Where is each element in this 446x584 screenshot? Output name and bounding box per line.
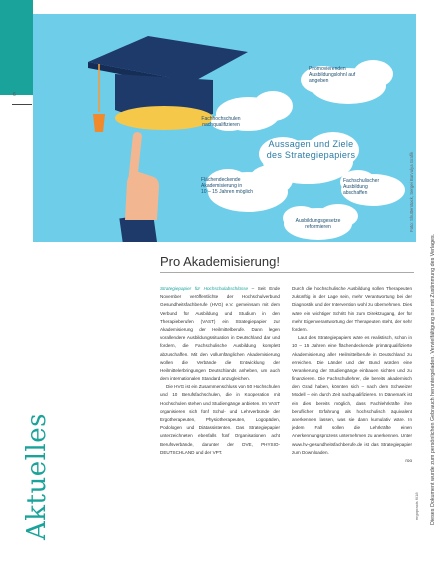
article-column-left <box>160 285 280 457</box>
bubble-line: Promovierenden <box>309 66 346 72</box>
hero-title <box>261 139 361 161</box>
article-column-right <box>292 285 412 465</box>
pointing-hand-icon <box>119 132 159 242</box>
author-initials: roo <box>405 457 412 463</box>
article-title: Pro Akademisierung! <box>160 254 280 269</box>
bubble-line: Ausbildungslohnl auf <box>309 72 356 78</box>
bubble-line: Fachhochschulen <box>201 116 241 122</box>
bubble-line: abschaffen <box>343 190 368 196</box>
bubble-line: 10 – 15 Jahren möglich <box>201 189 253 195</box>
bubble-line: Ausbildungsgesetze <box>295 218 341 224</box>
section-color-bar <box>0 0 33 95</box>
image-credit: Foto: Shutterstock, Sergei Barvulya Grafik <box>409 151 414 232</box>
signature <box>292 457 412 465</box>
page-number: 6 <box>13 92 16 98</box>
paragraph-text: Laut des Strategiepapiers wäre es realistisch, schon in 10 – 15 Jahren eine flächendeckende primärqualifizierte Akademisierung aller Heilmittelberufe in Deutschland zu erreichen. Die Länder und der Bund würden eine Verankerung der Studiengänge einbauen sichten und zu finanzieren. Die Fachschullehrer, die bereits akademisch den Grad haben, könnten sich – nach dem Schweizer Modell – ein durch Zeit nachqualifizieren. In Dänemark ist ein dies bereits möglich, dass Fachlehrkräfte ihre beruflicher Erfahrung als hochschulisch äquivalent anerkennen lassen, was sie dann kumulativ wäre. In jedem Fall sollen die Lehrkräfte einen Anerkennungsprozess unternehmen zu anerkennen. Unter www.hv-gesundheitsfachberufe.de ist das Strategiepapier zum Downloaden. <box>292 335 412 455</box>
paragraph <box>160 285 280 383</box>
paragraph-text: – Seit Ende November veröffentlichte der Hochschulverbund Gesundheitsfachberufe (HVG) e.V. gemeinsam mit dem Verbund für Ausbildung und Studium in den Therapieberufen (VAST) ein Strategiepapier zur Akademisierung der Heilmittelberufe. Dann legen vorallendere Ausbildungssituation in Deutschland dar und fordern, die Fachschulische Ausbildung komplett abzuschaffen. Mit den vollumfänglichen Akademisierung wollen die Verbände die Entwicklung der Heilmittelerbringungen Deutschlands anheben, um auch dem internationalen Standard anzugleichen. <box>160 286 281 382</box>
download-notice: Dieses Dokument wurde zum persönlichen Gebrauch heruntergeladen. Vervielfältigung nur mit Zustimmung des Verlages. <box>430 233 436 525</box>
bubble-line: reformieren <box>305 224 331 230</box>
bubble-fachschulisch <box>343 178 399 196</box>
bubble-line: nachqualifizieren <box>202 122 240 128</box>
paragraph <box>292 285 412 334</box>
bubble-line: Ausbildung <box>343 184 368 190</box>
section-label: Aktuelles <box>22 413 52 540</box>
paragraph-text: Durch die hochschulische Ausbildung sollen Therapeuten zukünftig in der Lage sein, mehr Verantwortung bei der Diagnostik und der Intervention wohl zu übernehmen. Dies wäre ein wichtiger Schritt hin zum Direktzugang, der für mehr Eigenverantwortung der Therapeuten steht, der sehr fordern. <box>292 286 412 332</box>
bubble-line: Flächendeckende <box>201 177 241 183</box>
paragraph <box>292 334 412 457</box>
title-rule <box>160 272 414 273</box>
bubble-flaechendeckend <box>201 177 281 195</box>
page-number-rule <box>12 104 32 105</box>
bubble-line: Akademisierung in <box>201 183 243 189</box>
bubble-line: angeben <box>309 78 329 84</box>
paragraph <box>160 383 280 457</box>
bubble-fachhochschulen <box>191 116 251 128</box>
hero-illustration <box>33 14 416 242</box>
bubble-promovierenden <box>309 66 385 84</box>
hero-title-line-2: des Strategiepapiers <box>266 150 356 160</box>
paragraph-text: Die HVG ist ein Zusammenschluss von 50 Hochschulen und 10 Berufsfachschulen, die in Kooperation mit Hochschulen stehen und Studiengänge anbieten. Im VAST organisieren sich fünf Schul- und Lehrverbünde der Ergotherapeuten, Physiotherapeuten, Logopäden, Podologen und Diätassistenten. Das Strategiepapier unterzeichneten ebenfalls fünf Organisationen acht Berufsverbände, darunter der DVE, PHYSIO-DEUTSCHLAND und der VPT. <box>160 384 280 455</box>
bubble-line: Fachschulischer <box>343 178 380 184</box>
bubble-ausbildungsgesetze <box>281 218 355 230</box>
hero-title-line-1: Aussagen und Ziele <box>268 139 354 149</box>
issue-mark: ergopraxis 6/18 <box>414 492 419 520</box>
hero-graphic <box>33 14 416 242</box>
paragraph-lead: Strategiepapier für Hochschulabschlüsse <box>160 286 249 291</box>
